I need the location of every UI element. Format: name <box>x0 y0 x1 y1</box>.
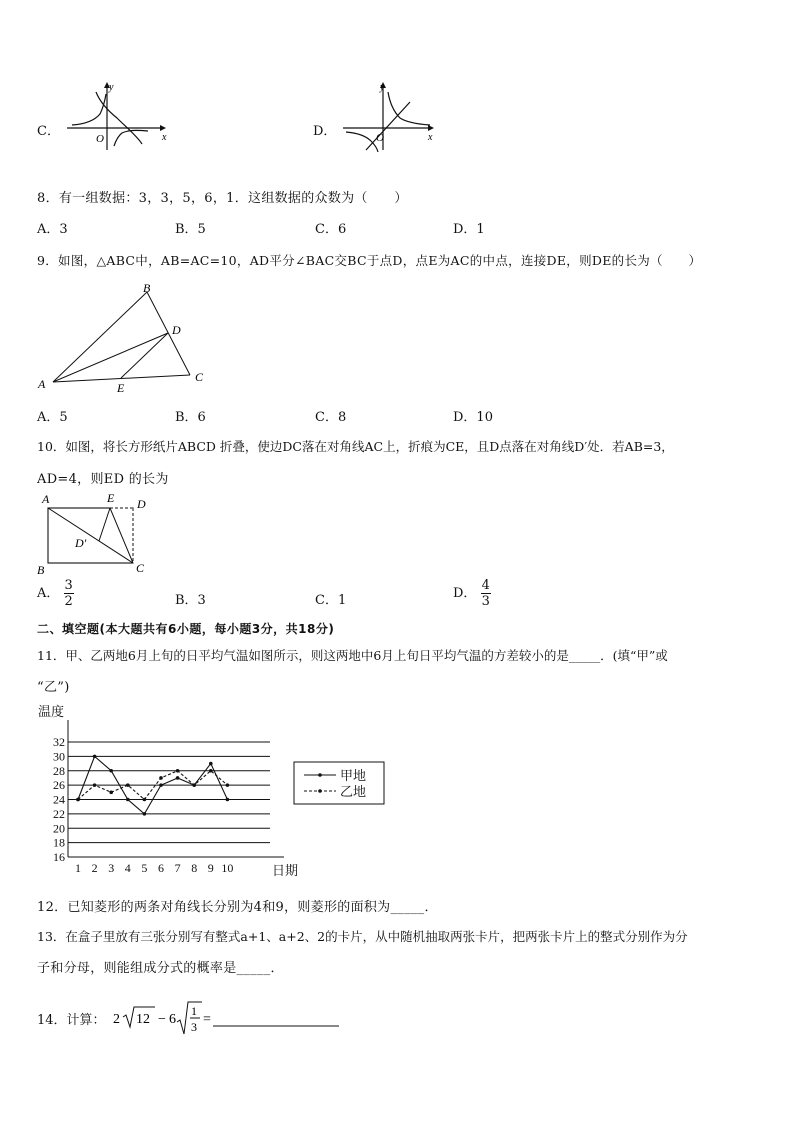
q7-option-d-label: D． <box>313 124 337 139</box>
q10-label-b: B <box>37 563 45 577</box>
q7c-origin-label: O <box>96 133 104 145</box>
chart-legend-marker <box>318 789 322 793</box>
chart-x-tick-label: 3 <box>108 861 115 875</box>
q14-coef1: 2 <box>113 1012 120 1027</box>
q10-option-d-prefix: D． <box>453 586 477 601</box>
q9-label-b: B <box>143 281 151 295</box>
chart-point-jia <box>176 776 180 780</box>
chart-y-tick-label: 28 <box>53 763 65 778</box>
chart-x-tick-label: 6 <box>158 861 164 875</box>
q10-stem-line1: 10．如图，将长方形纸片ABCD 折叠，使边DC落在对角线AC上，折痕为CE，且D点落在对角线D′处．若AB=3， <box>37 439 674 454</box>
q7c-y-label: y <box>109 82 114 93</box>
q8-option-c: C．6 <box>315 222 347 237</box>
q7c-x-label: x <box>162 132 167 143</box>
q14-coef2: 6 <box>169 1012 176 1027</box>
chart-point-jia <box>159 783 163 787</box>
chart-x-tick-label: 8 <box>191 861 198 875</box>
q13-stem-line2: 子和分母，则能组成分式的概率是_____． <box>37 961 284 976</box>
q10-option-d <box>453 578 491 609</box>
chart-point-jia <box>109 769 113 773</box>
chart-y-tick-label: 26 <box>53 778 65 793</box>
chart-point-yi <box>176 769 180 773</box>
chart-x-tick-label: 7 <box>174 861 181 875</box>
q14-radicand2-den: 3 <box>191 1020 197 1034</box>
q8-option-b: B．5 <box>175 222 206 237</box>
chart-x-tick-label: 1 <box>75 861 81 875</box>
q8-stem: 8．有一组数据：3，3，5，6，1．这组数据的众数为（ ） <box>37 191 408 206</box>
q14-radicand1: 12 <box>136 1012 150 1027</box>
chart-y-tick-label: 24 <box>53 792 65 807</box>
q12-stem: 12．已知菱形的两条对角线长分别为4和9，则菱形的面积为_____． <box>37 900 438 915</box>
q10-label-e: E <box>107 491 115 505</box>
chart-legend-box <box>294 762 384 804</box>
chart-point-jia <box>143 812 147 816</box>
chart-point-yi <box>109 791 113 795</box>
q10-option-a-numerator: 3 <box>64 578 73 593</box>
section2-title: 二、填空题(本大题共有6小题，每小题3分，共18分) <box>37 622 335 636</box>
q7-option-d-graph <box>338 80 448 152</box>
q7d-x-label: x <box>428 132 433 143</box>
q7-option-c-graph <box>62 80 172 152</box>
chart-point-yi <box>143 798 147 802</box>
q14-minus: − <box>158 1012 166 1027</box>
chart-y-tick-label: 16 <box>53 850 65 864</box>
chart-x-tick-label: 4 <box>124 861 131 875</box>
chart-point-yi <box>126 783 130 787</box>
chart-y-tick-label: 18 <box>53 835 65 850</box>
q14-equals: = <box>203 1012 211 1027</box>
q7d-y-label: y <box>380 82 385 93</box>
chart-point-jia <box>126 798 130 802</box>
q10-option-a-denominator: 2 <box>64 594 73 609</box>
q10-option-b: B．3 <box>175 593 206 608</box>
q9-option-c: C．8 <box>315 410 347 425</box>
q10-option-d-numerator: 4 <box>481 578 490 593</box>
q10-option-a-prefix: A． <box>37 586 60 601</box>
q9-option-a: A．5 <box>37 410 68 425</box>
q9-label-d: D <box>172 323 181 337</box>
q14-prefix: 14．计算： <box>37 1013 106 1028</box>
chart-point-jia <box>93 755 97 759</box>
q8-option-a: A．3 <box>37 222 68 237</box>
chart-point-yi <box>192 783 196 787</box>
chart-y-tick-label: 20 <box>53 821 65 836</box>
chart-point-yi <box>159 776 163 780</box>
q11-temperature-chart <box>36 702 396 882</box>
chart-x-tick-label: 9 <box>207 861 214 875</box>
q13-stem-line1: 13．在盒子里放有三张分别写有整式a+1、a+2、2的卡片，从中随机抽取两张卡片，把两张卡片上的整式分别作为分 <box>37 929 688 944</box>
chart-legend-label: 乙地 <box>340 784 367 799</box>
chart-x-tick-label: 2 <box>91 861 98 875</box>
q7d-origin-label: O <box>376 132 384 144</box>
chart-y-tick-label: 22 <box>53 806 65 821</box>
q10-label-c: C <box>136 561 145 575</box>
q10-option-d-denominator: 3 <box>481 594 490 609</box>
q10-option-a-fraction <box>64 578 74 609</box>
q10-option-c: C．1 <box>315 593 347 608</box>
chart-legend-marker <box>318 773 322 777</box>
q10-stem-line2: AD=4，则ED 的长为 <box>37 472 169 487</box>
chart-y-axis-title: 温度 <box>38 704 65 719</box>
chart-point-yi <box>209 769 213 773</box>
q10-label-d: D <box>137 497 146 511</box>
q9-label-c: C <box>195 370 204 384</box>
q7-option-c-label: C． <box>37 124 60 139</box>
q9-option-b: B．6 <box>175 410 206 425</box>
q14-math <box>113 1000 343 1040</box>
q11-stem-line1: 11．甲、乙两地6月上旬的日平均气温如图所示，则这两地中6月上旬日平均气温的方差较小的是_____．(填“甲”或 <box>37 648 668 663</box>
q10-label-dprime: D′ <box>75 536 87 550</box>
chart-point-jia <box>209 762 213 766</box>
q10-rectangle-figure <box>33 490 163 578</box>
chart-x-axis-title: 日期 <box>272 863 299 878</box>
chart-point-jia <box>226 798 230 802</box>
chart-legend-label: 甲地 <box>340 768 367 783</box>
chart-y-tick-label: 30 <box>53 749 65 764</box>
q10-option-d-fraction <box>481 578 491 609</box>
chart-point-yi <box>76 798 80 802</box>
q10-label-a: A <box>42 492 50 506</box>
q9-option-d: D．10 <box>453 410 493 425</box>
q9-stem: 9．如图，△ABC中，AB=AC=10，AD平分∠BAC交BC于点D，点E为AC的中点，连接DE，则DE的长为（ ） <box>37 253 702 268</box>
chart-y-tick-label: 32 <box>53 735 65 749</box>
q9-label-e: E <box>117 381 125 395</box>
q10-option-a <box>37 578 74 609</box>
q14-radicand2-num: 1 <box>191 1004 197 1018</box>
q11-stem-line2: “乙”) <box>37 680 70 695</box>
q9-triangle-figure <box>35 280 215 395</box>
q9-label-a: A <box>38 377 46 391</box>
q8-option-d: D．1 <box>453 222 485 237</box>
chart-x-tick-label: 5 <box>141 861 148 875</box>
chart-point-yi <box>226 783 230 787</box>
chart-x-tick-label: 10 <box>221 861 234 875</box>
chart-point-yi <box>93 783 97 787</box>
